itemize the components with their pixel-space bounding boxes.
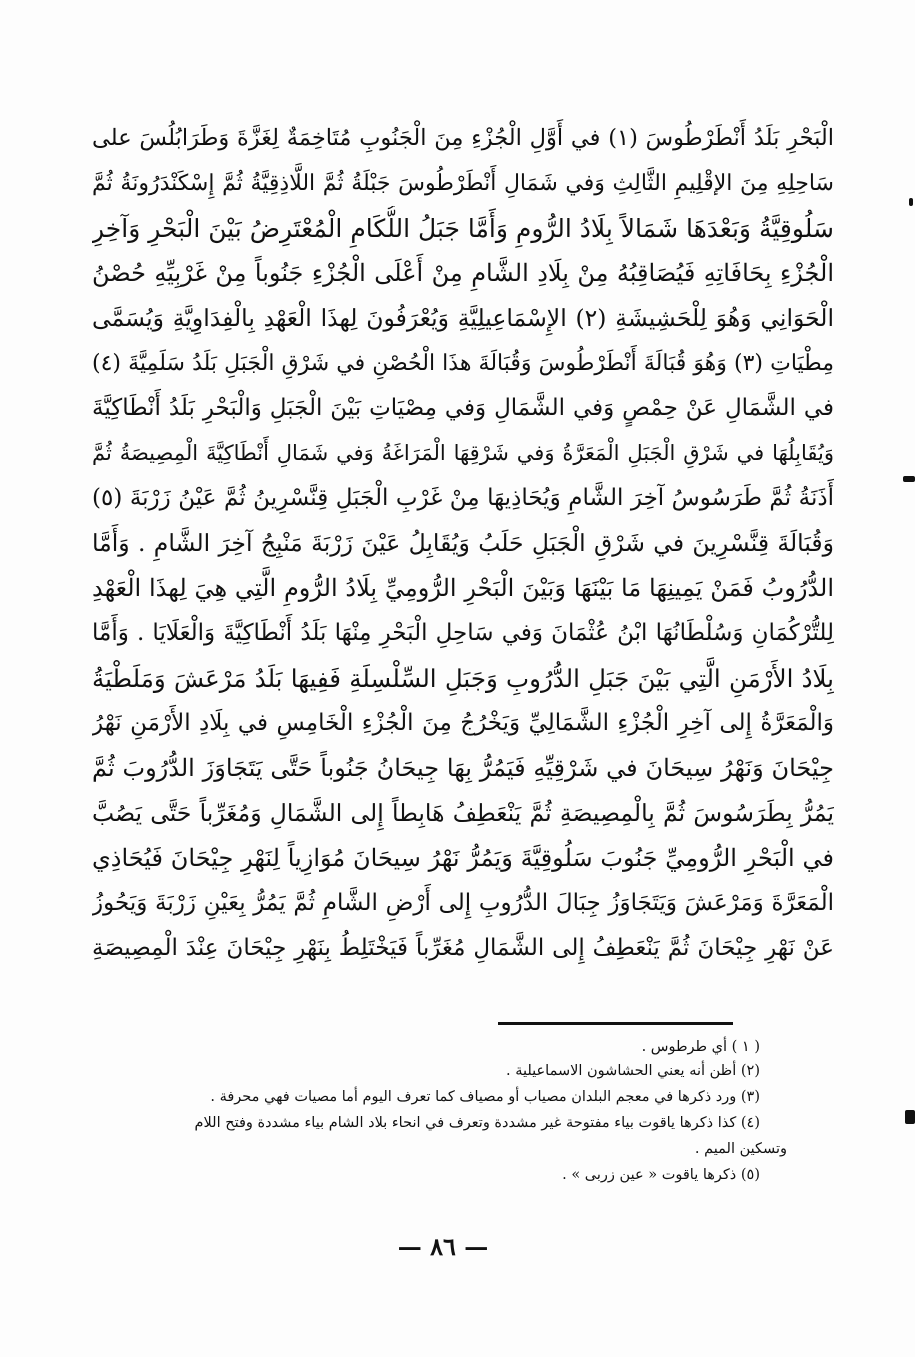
text-line: يَمُرُّ بِطَرَسُوسَ ثُمَّ بِالْمِصِيصَةِ ثُمَّ يَنْعَطِفُ هَابِطاً إِلى الشَّمَالِ وَمُغَرِّباً حَتَّى يَصُبَّ	[92, 799, 834, 827]
footnote: ( ١ ) أي طرطوس .	[641, 1039, 760, 1055]
text-line: الْمَعَرَّةَ وَمَرْعَشَ وَيَتَجَاوَزُ جِبَالَ الدُّرُوبِ إِلى أَرْضِ الشَّامِ ثُمَّ يَمُرُّ بِعَيْنِ زَرْبَةَ وَيَحُوزُ	[92, 890, 834, 916]
text-line: سَلُوقِيَّةُ وَبَعْدَهَا شَمَالاً بِلَادُ الرُّومِ وَأَمَّا جَبَلُ اللُّكَامِ الْمُعْتَرِضُ بَيْنَ الْبَحْرِ وَآخِرِ	[92, 214, 834, 243]
page-number: — ٨٦ —	[397, 1232, 489, 1261]
text-line: الْبَحْرِ بَلَدُ أَنْطَرْطُوسَ (١) في أَوَّلِ الْجُزْءِ مِنَ الْجَنُوبِ مُتَاخِمَةٌ لِغَزَّةَ وَطَرَابُلُسَ على	[92, 125, 834, 151]
text-line: في الشَّمَالِ عَنْ حِمْصٍ وَفي الشَّمَالِ وَفي مِصْيَاتِ بَيْنَ الْجَبَلِ وَالْبَحْرِ بَلَدُ أَنْطَاكِيَّةَ	[92, 395, 834, 421]
text-line: الْجُزْءِ بِحَافَاتِهِ فَيُصَاقِبُهُ مِنْ بِلَادِ الشَّامِ مِنْ أَعْلَى الْجُزْءِ جَنُوباً مِنْ غَرْبِيِّهِ حُصْنُ	[92, 259, 834, 287]
text-line: وَقُبَالَةَ قِنَّسْرِينَ في شَرْقِ الْجَبَلِ حَلَبُ وَيُقَابِلُ عَيْنَ زَرْبَةَ مَنْبِجُ آخِرَ الشَّامِ . وَأَمَّا	[92, 529, 834, 557]
text-line: مِطْيَاتِ (٣) وَهُوَ قُبَالَةَ أَنْطَرْطُوسَ وَقُبَالَةَ هذَا الْحُصْنِ في شَرْقِ الْجَبَلِ بَلَدُ سَلَمِيَّةَ (٤)	[92, 351, 834, 376]
text-line: في الْبَحْرِ الرُّومِيِّ جَنُوبَ سَلُوقِيَّةَ وَيَمُرُّ نَهْرُ سِيحَانَ مُوَازِياً لِنَهْرِ جِيْحَانَ فَيُحَاذِي	[92, 844, 834, 872]
scan-mark	[905, 1110, 915, 1124]
text-line: الْحَوَانِي وَهُوَ لِلْحَشِيشَةِ (٢) الإِسْمَاعِيلِيَّةِ وَيُعْرَفُونَ لِهذَا الْعَهْدِ بِالْفِدَاوِيَّةِ وَيُسَمَّى	[92, 304, 834, 332]
text-line: وَيُقَابِلُهَا في شَرْقِ الْجَبَلِ الْمَعَرَّةُ وَفي شَرْقِهَا الْمَرَاغَةُ وَفي شَمَالِ أَنْطَاكِيَّةَ الْمِصِيصَةُ ثُمَّ	[92, 441, 834, 465]
footnote-continuation: وتسكين الميم .	[694, 1141, 787, 1157]
footnote: (٢) أظن أنه يعني الحشاشون الاسماعيلية .	[505, 1063, 760, 1079]
footnote: (٣) ورد ذكرها في معجم البلدان مصياب أو مصياف كما تعرف اليوم أما مصيات فهي محرفة .	[210, 1089, 760, 1105]
main-text-block	[92, 116, 834, 971]
footnotes-block	[150, 1036, 787, 1188]
text-line: عَنْ نَهْرِ جِيْحَانَ ثُمَّ يَنْعَطِفُ إِلى الشَّمَالِ مُغَرِّباً فَيَخْتَلِطُ بِنَهْرِ جِيْحَانَ عِنْدَ الْمِصِيصَةِ	[92, 935, 834, 961]
scan-mark	[909, 198, 913, 206]
text-line: الدُّرُوبُ فَمَنْ يَمِينِهَا مَا بَيْنَهَا وَبَيْنَ الْبَحْرِ الرُّومِيِّ بِلَادُ الرُّومِ الَّتِي هِيَ لِهذَا الْعَهْدِ	[92, 574, 834, 602]
text-line: بِلَادُ الأَرْمَنِ الَّتِي بَيْنَ جَبَلِ الدُّرُوبِ وَجَبَلِ السِّلْسِلَةِ فَفِيهَا بَلَدُ مَرْعَشَ وَمَلَطْيَةُ	[92, 664, 834, 693]
text-line: سَاحِلِهِ مِنَ الإقْلِيمِ الثَّالِثِ وَفي شَمَالِ أَنْطَرْطُوسَ جَبْلَةُ ثُمَّ اللَّاذِقِيَّةُ ثُمَّ إِسْكَنْدَرُونَةُ ثُمَّ	[92, 171, 834, 196]
footnote: (٥) ذكرها ياقوت « عين زربى » .	[562, 1167, 760, 1183]
text-line: أَذَنَةُ ثُمَّ طَرَسُوسُ آخِرَ الشَّامِ وَيُحَاذِيهَا مِنْ غَرْبِ الْجَبَلِ قِنَّسْرِينُ ثُمَّ عَيْنُ زَرْبَةَ (٥)	[92, 485, 834, 511]
text-line: لِلتُّرْكُمَانِ وَسُلْطَانُهَا ابْنُ عُثْمَانَ وَفي سَاحِلِ الْبَحْرِ مِنْهَا بَلَدُ أَنْطَاكِيَّةَ وَالْعَلَايَا . وَأَمَّا	[92, 620, 834, 646]
scan-mark	[903, 476, 915, 482]
footnote: (٤) كذا ذكرها ياقوت بياء مفتوحة غير مشددة وتعرف في انحاء بلاد الشام بياء مشددة وفتح اللام	[194, 1115, 760, 1131]
text-line: جِيْحَانَ وَنَهْرُ سِيحَانَ في شَرْقِيِّهِ فَيَمُرُّ بِهَا جِيحَانُ جَنُوباً حَتَّى يَتَجَاوَزَ الدُّرُوبَ ثُمَّ	[92, 754, 834, 782]
footnote-separator-rule	[498, 1022, 733, 1025]
text-line: وَالْمَعَرَّةُ إِلى آخِرِ الْجُزْءِ الشَّمَالِيِّ وَيَخْرُجُ مِنَ الْجُزْءِ الْخَامِسِ في بِلَادِ الأَرْمَنِ نَهْرُ	[92, 710, 834, 736]
